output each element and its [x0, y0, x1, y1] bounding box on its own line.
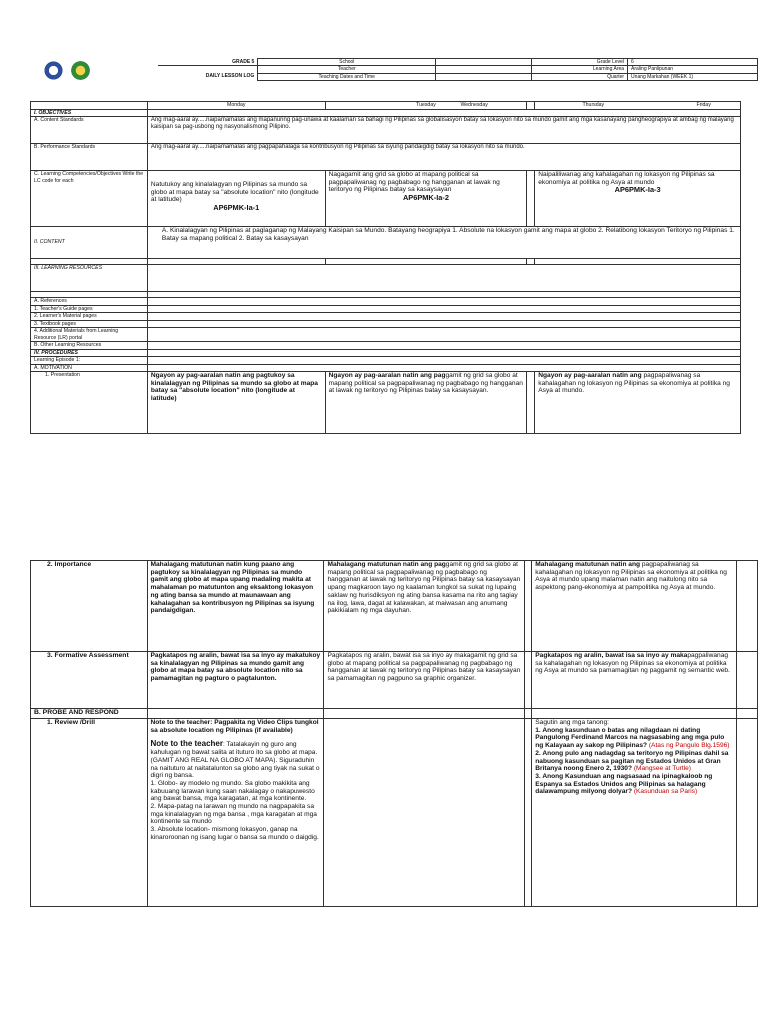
- review-monday-item2: 2. Mapa-patag na larawan ng mundo na nagpapakita sa mga kinalalagyan ng mga bansa , mga karagatan at mga kontinente sa mundo: [150, 803, 317, 826]
- row-learning-competencies: C. Learning Competencies/Objectives Write the LC code for each: [31, 171, 148, 227]
- row-motivation: A. MOTIVATION: [31, 364, 148, 372]
- formative-tuesday-lead: Pagkatapos ng aralin, bawat isa sa inyo ay makagamit ng: [327, 652, 498, 659]
- review-thursday-a2: (Mangsee at Turtle): [633, 765, 691, 773]
- content-text: A. Kinalalagyan ng Pilipinas at paglaganap ng Malayang Kaisipan sa Mundo. Batayang heograpiya 1. Absolute na lokasyon gamit ang mapa at globo 2. Relatibong lokasyon Teritoryo ng Pilipinas 1. Batay sa mapang political 2. Batay sa kasaysayan: [147, 227, 740, 259]
- review-monday-note: Note to the teacher: Pagpakita ng Video Clips tungkol sa absolute location ng Pilipinas (if available): [150, 719, 319, 734]
- competency-tuesday-code: AP6PMK-Ia-2: [402, 193, 449, 203]
- formative-thursday-rest: pagpaliwanag sa kahalagahan ng lokasyon ng Pilipinas sa ekonomiya at politika ng Asya at mundo sa pamamagitan ng paggamit ng semantic web.: [535, 652, 730, 675]
- dates-value[interactable]: [436, 73, 532, 80]
- row-references: A. References: [31, 298, 148, 306]
- row-performance-standards: B. Performance Standards: [31, 144, 148, 171]
- review-monday-item3: 3. Absolute location- mismong lokasyon, ganap na kinaroroonan ng isang lugar o bansa sa mundo o daigdig.: [150, 826, 319, 841]
- teacher-label: Teacher: [258, 66, 436, 73]
- presentation-thursday-lead: Ngayon ay pag-aaralan natin ang: [538, 372, 644, 379]
- row-procedures: IV. PROCEDURES: [31, 349, 148, 357]
- day-wednesday: Wednesday: [460, 102, 488, 108]
- row-content-standards: A. Content Standards: [31, 117, 148, 144]
- importance-monday: Mahalagang matutunan natin kung paano ang pagtukoy sa kinalalagyan ng Pilipinas sa mundo gamit ang globo at mapa upang madaling makita at mahalaman po matutunton ang eksaktong lokasyon ng ating bansa sa mundo at maunawaan ang kahalagahan sa kontribusyon ng Pilipinas sa isyung pandaigdigan.: [147, 561, 324, 652]
- content-standards-text: Ang mag-aaral ay.....naipamamalas ang mapanuring pag-unawa at kaalaman sa bahagi ng Pilipinas sa globalisasyon batay sa lokasyon nito sa mundo gamit ang mga kasanayang pangheograpiya at ambag ng malayang kaisipan sa pag-usbong ng nasyonalismong Pilipino.: [147, 117, 740, 144]
- performance-standards-text: Ang mag-aaral ay.....naipamamalas ang pagpapahalaga sa kontribusyon ng Pilipinas sa isyung pandaigdig batay sa lokasyon nito sa mundo.: [147, 144, 740, 171]
- row-additional-materials: 4. Additional Materials from Learning Resource (LR) portal: [31, 328, 148, 342]
- row-importance: 2. Importance: [31, 561, 148, 652]
- review-thursday-intro: Sagutin ang mga tanong:: [535, 719, 609, 726]
- review-monday-note2-label: Note to the teacher: [150, 739, 223, 749]
- lesson-log-table-page2: [30, 560, 758, 907]
- row-probe: B. PROBE AND RESPOND: [31, 709, 148, 719]
- presentation-tuesday-rest: gamit ng grid sa globo at mapang political sa pagpapaliwanag ng pagbabago ng hangganan at lawak ng teritoryo ng Pilipinas batay sa kasaysayan.: [328, 372, 523, 395]
- review-thursday-q2: 2. Anong pulo ang nadagdag sa teritoryo ng Pilipinas dahil sa nabuong kasunduan sa pagitan ng Estados Unidos at Gran Britanya noong Enero 2, 1930?: [535, 749, 729, 773]
- formative-thursday-lead: Pagkatapos ng aralin, bawat isa sa inyo ay maka: [535, 652, 688, 659]
- competency-tuesday-text: Nagagamit ang grid sa globo at mapang political sa pagpapaliwanag ng pagbabago ng hangganan at lawak ng teritoryo ng Pilipinas batay sa kasaysayan: [328, 171, 500, 194]
- row-review: 1. Review /Drill: [31, 719, 148, 907]
- row-objectives: I. OBJECTIVES: [31, 109, 148, 117]
- grade-level-label: Grade Level: [532, 59, 628, 66]
- lesson-log-table-page1: [30, 101, 741, 434]
- learning-area-label: Learning Area: [532, 66, 628, 73]
- review-thursday-q3: 3. Anong Kasunduan ang nagsasaad na ipinagkaloob ng Espanya sa Estados Unidos ang Pilipinas sa halagang dalawampung milyong dolyar?: [535, 772, 713, 796]
- presentation-monday: Ngayon ay pag-aaralan natin ang pagtukoy sa kinalalagyan ng Pilipinas sa mundo sa globo at mapa batay sa "absolute location" nito (longitude at latitude): [147, 372, 325, 434]
- row-textbook-pages: 3. Textbook pages: [31, 320, 148, 328]
- day-thursday: Thursday: [582, 102, 605, 108]
- review-monday-item1: 1. Globo- ay modelo ng mundo. Sa globo makikita ang kabuuang larawan kung saan nakalagay o nakapuwesto ang bawat bansa, mga karagatan, at mga kontinente.: [150, 779, 315, 803]
- formative-tuesday-rest: grid sa globo at mapang political sa pagpapaliwanag ng pagbabago ng hangganan at lawak ng teritoryo ng Pilipinas batay sa kasaysayan sa pamamagitan ng pagpuno sa graphic organizer.: [327, 652, 521, 683]
- importance-tuesday-lead: Mahalagang matutunan natin ang pag: [327, 561, 446, 568]
- day-friday: Friday: [696, 102, 711, 108]
- row-other-resources: B. Other Learning Resources: [31, 342, 148, 350]
- competency-thursday-text: Naipaliliwanag ang kahalagahan ng lokasyon ng Pilipinas sa ekonomiya at politika ng Asya at mundo: [538, 171, 715, 186]
- day-monday: Monday: [147, 102, 325, 110]
- row-tg-pages: 1. Teacher's Guide pages: [31, 305, 148, 313]
- review-thursday-q1: 1. Anong kasunduan o batas ang nilagdaan ni dating Pangulong Ferdinand Marcos na nagsasabing ang mga pulo ng Kalayaan ay sakop ng Pilipinas?: [535, 726, 725, 750]
- presentation-tuesday-lead: Ngayon ay pag-aaralan natin ang pag: [328, 372, 446, 379]
- header-table: [30, 58, 758, 81]
- school-label: School: [258, 59, 436, 66]
- review-thursday-a3: (Kasunduan sa Paris): [633, 788, 698, 796]
- row-learning-resources: III. LEARNING RESOURCES: [31, 265, 148, 292]
- presentation-thursday-rest: pagpapaliwanag sa kahalagahan ng lokasyon ng Pilipinas sa ekonomiya at politika ng Asya at mundo.: [538, 372, 730, 395]
- learning-area-value: Araling Panlipunan: [628, 66, 758, 73]
- formative-monday: Pagkatapos ng aralin, bawat isa sa inyo ay makatukoy sa kinalalagyan ng Pilipinas sa mundo gamit ang globo at mapa batay sa absolute location nito sa pamamagitan ng pagturo o pagtalunton.: [147, 652, 324, 709]
- row-lm-pages: 2. Learner's Material pages: [31, 313, 148, 321]
- competency-thursday-code: AP6PMK-Ia-3: [614, 185, 661, 195]
- row-content: II. CONTENT: [31, 227, 148, 259]
- school-value[interactable]: [436, 59, 532, 66]
- competency-monday-text: Natutukoy ang kinalalagyan ng Pilipinas sa mundo sa globo at mapa batay sa "absolute location" nito (longitude at latitude): [150, 181, 319, 204]
- dates-label: Teaching Dates and Time: [258, 73, 436, 80]
- row-formative: 3. Formative Assessment: [31, 652, 148, 709]
- row-presentation: 1. Presentation: [31, 372, 148, 434]
- teacher-value[interactable]: [436, 66, 532, 73]
- grade-level-value: 6: [628, 59, 758, 66]
- review-thursday-a1: (Atas ng Pangulo Blg.1596): [648, 742, 730, 750]
- log-title: DAILY LESSON LOG: [205, 73, 255, 80]
- day-tuesday: Tuesday: [325, 102, 527, 110]
- competency-monday-code: AP6PMK-Ia-1: [213, 203, 260, 213]
- review-monday-note2-text: : Tatalakayin ng guro ang kahulugan ng bawat salita at ituturo ito sa globo at mapa. (GAMIT ANG REAL NA GLOBO AT MAPA). Siguraduhin na naituturo at naitatalunton sa globo ang tiyak na sukat o digri ng bansa.: [150, 741, 320, 780]
- quarter-label: Quarter: [532, 73, 628, 80]
- importance-thursday-rest: pagpapaliwanag sa kahalagahan ng lokasyon ng Pilipinas sa ekonomiya at politika ng Asya at mundo upang malaman natin ang naitulong nito sa aspektong pang-ekonomiya at pampolitika ng Asya at mundo.: [535, 561, 727, 592]
- row-episode: Learning Episode 1:: [31, 357, 148, 365]
- quarter-value: Unang Markahan (WEEK 1): [628, 73, 758, 80]
- importance-thursday-lead: Mahalagang matutunan natin ang: [535, 561, 642, 568]
- importance-tuesday-rest: gamit ng grid sa globo at mapang political sa pagpapaliwanag ng pagbabago ng hangganan at lawak ng teritoryo ng Pilipinas batay sa kasaysayan upang magkaroon tayo ng kaalaman tungkol sa sukat ng lupaing saklaw ng hurisdiksyon ng ating bansa kasama na rito ang tagiay na ilog, lawa, dagat at kalawakan, at maiwasan ang anumang pakikialam ng mga dayuhan.: [327, 561, 521, 615]
- grade-label: GRADE 5: [158, 59, 258, 66]
